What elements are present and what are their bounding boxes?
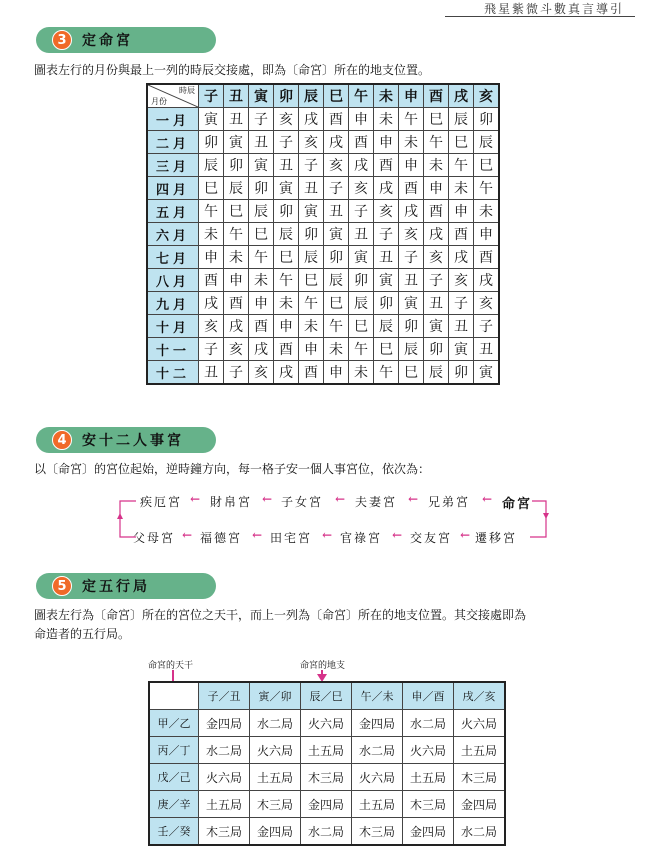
- table-cell: 亥: [324, 154, 349, 177]
- ming-gong-table: [146, 83, 500, 385]
- table-cell: 未: [274, 292, 299, 315]
- table-cell: 火六局: [199, 764, 250, 791]
- column-header: 子／丑: [199, 682, 250, 710]
- table-row: [147, 292, 499, 315]
- table-cell: 卯: [199, 131, 224, 154]
- table-cell: 戌: [224, 315, 249, 338]
- table-cell: 火六局: [250, 737, 301, 764]
- table-cell: 卯: [324, 246, 349, 269]
- table-cell: 酉: [449, 223, 474, 246]
- table-cell: 戌: [199, 292, 224, 315]
- section-5-description-line1: 圖表左行為〔命宮〕所在的宮位之天干，而上一列為〔命宮〕所在的地支位置。其交接處即為: [34, 608, 527, 622]
- table-cell: 火六局: [352, 764, 403, 791]
- column-header: 亥: [474, 84, 500, 108]
- table-cell: 戌: [349, 154, 374, 177]
- table-cell: 子: [274, 131, 299, 154]
- table-cell: 金四局: [352, 710, 403, 737]
- section-4-title: 安十二人事宮: [82, 433, 184, 449]
- left-arrow-icon: ←: [182, 528, 193, 542]
- section-5-number: 5: [52, 576, 72, 596]
- left-arrow-icon: ←: [482, 492, 493, 506]
- column-header: 午: [349, 84, 374, 108]
- section-3-description: 圖表左行的月份與最上一列的時辰交接處，即為〔命宮〕所在的地支位置。: [34, 63, 431, 77]
- table-cell: 巳: [374, 338, 399, 361]
- table-cell: 午: [374, 361, 399, 385]
- table-cell: 火六局: [403, 737, 454, 764]
- table-cell: 巳: [424, 108, 449, 131]
- palace-cycle-connector: [0, 485, 650, 555]
- table-cell: 午: [299, 292, 324, 315]
- table-cell: 水二局: [352, 737, 403, 764]
- table-cell: 丑: [399, 269, 424, 292]
- table-cell: 亥: [299, 131, 324, 154]
- table-cell: 未: [324, 338, 349, 361]
- table-cell: 子: [399, 246, 424, 269]
- table-cell: 火六局: [301, 710, 352, 737]
- table-cell: 辰: [224, 177, 249, 200]
- left-arrow-icon: ←: [392, 528, 403, 542]
- row-label: 十月: [147, 315, 199, 338]
- branch-axis-label: 命宮的地支: [300, 661, 346, 671]
- column-header: 巳: [324, 84, 349, 108]
- table-cell: 金四局: [199, 710, 250, 737]
- table-cell: 卯: [474, 108, 500, 131]
- corner-hour-label: 時辰: [179, 86, 195, 95]
- left-arrow-icon: ←: [322, 528, 333, 542]
- table-cell: 卯: [424, 338, 449, 361]
- table-cell: 巳: [299, 269, 324, 292]
- section-4-number: 4: [52, 430, 72, 450]
- table-cell: 戌: [424, 223, 449, 246]
- table-cell: 辰: [449, 108, 474, 131]
- table-cell: 午: [349, 338, 374, 361]
- column-header: 辰／巳: [301, 682, 352, 710]
- row-label: 壬／癸: [149, 818, 199, 846]
- five-element-table: [148, 681, 506, 846]
- table-cell: 未: [249, 269, 274, 292]
- table-header-row: [147, 84, 499, 108]
- column-header: 寅／卯: [250, 682, 301, 710]
- column-header: 戌: [449, 84, 474, 108]
- left-arrow-icon: ←: [262, 492, 273, 506]
- palace-label: 命宮: [502, 497, 533, 512]
- table-cell: 未: [374, 108, 399, 131]
- table-cell: 申: [374, 131, 399, 154]
- table-row: [147, 108, 499, 131]
- row-label: 七月: [147, 246, 199, 269]
- table-cell: 亥: [349, 177, 374, 200]
- table-cell: 土五局: [352, 791, 403, 818]
- palace-label: 夫妻宮: [355, 495, 398, 509]
- table-cell: 申: [324, 361, 349, 385]
- table-cell: 亥: [374, 200, 399, 223]
- table-cell: 巳: [399, 361, 424, 385]
- table-cell: 寅: [324, 223, 349, 246]
- palace-label: 疾厄宮: [140, 495, 183, 509]
- table-cell: 丑: [374, 246, 399, 269]
- table-cell: 辰: [299, 246, 324, 269]
- table-cell: 丑: [224, 108, 249, 131]
- table-cell: 未: [224, 246, 249, 269]
- column-header: 酉: [424, 84, 449, 108]
- palace-label: 交友宮: [410, 531, 453, 545]
- table-cell: 卯: [449, 361, 474, 385]
- table-cell: 丑: [274, 154, 299, 177]
- table-cell: 卯: [349, 269, 374, 292]
- table-cell: 亥: [274, 108, 299, 131]
- row-label: 三月: [147, 154, 199, 177]
- table-cell: 酉: [199, 269, 224, 292]
- table-cell: 辰: [274, 223, 299, 246]
- section-4-description: 以〔命宮〕的宮位起始，逆時鐘方向，每一格子安一個人事宮位，依次為：: [34, 462, 431, 476]
- table-cell: 辰: [324, 269, 349, 292]
- table-cell: 戌: [374, 177, 399, 200]
- section-3-number: 3: [52, 30, 72, 50]
- table-row: [147, 154, 499, 177]
- table-cell: 辰: [374, 315, 399, 338]
- table-cell: 寅: [249, 154, 274, 177]
- table-cell: 酉: [474, 246, 500, 269]
- table-cell: 寅: [224, 131, 249, 154]
- table-row: [149, 710, 505, 737]
- table-cell: 亥: [474, 292, 500, 315]
- palace-label: 兄弟宮: [428, 495, 471, 509]
- table-cell: 金四局: [403, 818, 454, 846]
- table-cell: 未: [449, 177, 474, 200]
- table-cell: 水二局: [301, 818, 352, 846]
- table-cell: 辰: [399, 338, 424, 361]
- table-cell: 未: [299, 315, 324, 338]
- column-header: 辰: [299, 84, 324, 108]
- table-cell: 巳: [249, 223, 274, 246]
- left-arrow-icon: ←: [460, 528, 471, 542]
- row-label: 十二: [147, 361, 199, 385]
- table-cell: 寅: [399, 292, 424, 315]
- table-row: [147, 246, 499, 269]
- table-cell: 申: [474, 223, 500, 246]
- table-cell: 子: [474, 315, 500, 338]
- table-corner: [147, 84, 199, 108]
- table-cell: 寅: [199, 108, 224, 131]
- table-cell: 午: [224, 223, 249, 246]
- table-cell: 子: [374, 223, 399, 246]
- table-cell: 子: [324, 177, 349, 200]
- table-cell: 子: [449, 292, 474, 315]
- table-cell: 酉: [424, 200, 449, 223]
- table-cell: 寅: [349, 246, 374, 269]
- palace-label: 官祿宮: [340, 531, 383, 545]
- table-row: [147, 131, 499, 154]
- stem-axis-label: 命宮的天干: [148, 661, 194, 671]
- table-cell: 寅: [474, 361, 500, 385]
- palace-label: 田宅宮: [270, 531, 313, 545]
- table-cell: 卯: [299, 223, 324, 246]
- palace-label: 遷移宮: [475, 531, 518, 545]
- table-cell: 亥: [199, 315, 224, 338]
- table-cell: 子: [349, 200, 374, 223]
- table-cell: 戌: [474, 269, 500, 292]
- header-rule: [445, 16, 635, 17]
- table-cell: 丑: [424, 292, 449, 315]
- column-header: 子: [199, 84, 224, 108]
- table-cell: 巳: [449, 131, 474, 154]
- table-cell: 酉: [349, 131, 374, 154]
- table-cell: 巳: [474, 154, 500, 177]
- table-cell: 午: [474, 177, 500, 200]
- table-row: [149, 737, 505, 764]
- table-cell: 寅: [424, 315, 449, 338]
- table-cell: 土五局: [199, 791, 250, 818]
- section-4-bar: [36, 427, 216, 453]
- column-header: 戌／亥: [454, 682, 506, 710]
- table-cell: 戌: [449, 246, 474, 269]
- table-cell: 未: [399, 131, 424, 154]
- table-corner: [149, 682, 199, 710]
- table-cell: 卯: [224, 154, 249, 177]
- table-cell: 戌: [249, 338, 274, 361]
- table-cell: 申: [299, 338, 324, 361]
- table-cell: 丑: [449, 315, 474, 338]
- table-cell: 丑: [324, 200, 349, 223]
- left-arrow-icon: ←: [190, 492, 201, 506]
- table-cell: 丑: [249, 131, 274, 154]
- table-cell: 午: [199, 200, 224, 223]
- row-label: 戊／己: [149, 764, 199, 791]
- table-cell: 子: [299, 154, 324, 177]
- row-label: 九月: [147, 292, 199, 315]
- section-3-title: 定命宮: [82, 33, 133, 49]
- row-label: 一月: [147, 108, 199, 131]
- table-cell: 午: [274, 269, 299, 292]
- table-cell: 子: [424, 269, 449, 292]
- table-cell: 辰: [349, 292, 374, 315]
- column-header: 申／酉: [403, 682, 454, 710]
- table-row: [149, 818, 505, 846]
- table-header-row: [149, 682, 505, 710]
- table-cell: 木三局: [403, 791, 454, 818]
- table-cell: 申: [399, 154, 424, 177]
- table-cell: 卯: [274, 200, 299, 223]
- section-5-description-line2: 命造者的五行局。: [34, 627, 131, 641]
- table-cell: 申: [274, 315, 299, 338]
- table-cell: 午: [249, 246, 274, 269]
- table-cell: 水二局: [403, 710, 454, 737]
- table-cell: 亥: [399, 223, 424, 246]
- table-cell: 申: [224, 269, 249, 292]
- table-cell: 未: [474, 200, 500, 223]
- table-cell: 酉: [249, 315, 274, 338]
- table-cell: 丑: [199, 361, 224, 385]
- table-cell: 木三局: [352, 818, 403, 846]
- table-row: [147, 200, 499, 223]
- table-cell: 巳: [274, 246, 299, 269]
- table-cell: 木三局: [454, 764, 506, 791]
- table-cell: 申: [349, 108, 374, 131]
- table-cell: 卯: [374, 292, 399, 315]
- table-cell: 未: [349, 361, 374, 385]
- table-cell: 卯: [399, 315, 424, 338]
- table-cell: 丑: [299, 177, 324, 200]
- table-cell: 辰: [474, 131, 500, 154]
- book-title: 飛星紫微斗數真言導引: [483, 2, 624, 16]
- table-row: [147, 223, 499, 246]
- table-cell: 申: [449, 200, 474, 223]
- table-cell: 寅: [274, 177, 299, 200]
- corner-month-label: 月份: [151, 97, 167, 106]
- table-cell: 午: [399, 108, 424, 131]
- table-cell: 木三局: [199, 818, 250, 846]
- table-cell: 未: [199, 223, 224, 246]
- table-cell: 辰: [199, 154, 224, 177]
- table-cell: 亥: [424, 246, 449, 269]
- table-row: [147, 338, 499, 361]
- column-header: 午／未: [352, 682, 403, 710]
- row-label: 四月: [147, 177, 199, 200]
- table-cell: 子: [249, 108, 274, 131]
- table-cell: 亥: [249, 361, 274, 385]
- page-header: [0, 0, 650, 20]
- row-label: 庚／辛: [149, 791, 199, 818]
- row-label: 八月: [147, 269, 199, 292]
- left-arrow-icon: ←: [252, 528, 263, 542]
- table-cell: 寅: [449, 338, 474, 361]
- table-cell: 酉: [374, 154, 399, 177]
- row-label: 二月: [147, 131, 199, 154]
- table-cell: 戌: [399, 200, 424, 223]
- table-cell: 土五局: [403, 764, 454, 791]
- table-cell: 申: [199, 246, 224, 269]
- column-header: 卯: [274, 84, 299, 108]
- table-row: [149, 791, 505, 818]
- table-row: [147, 177, 499, 200]
- table-cell: 寅: [374, 269, 399, 292]
- table-cell: 火六局: [454, 710, 506, 737]
- table-cell: 卯: [249, 177, 274, 200]
- table-cell: 申: [249, 292, 274, 315]
- table-cell: 辰: [249, 200, 274, 223]
- table-cell: 亥: [449, 269, 474, 292]
- table-cell: 寅: [299, 200, 324, 223]
- table-cell: 巳: [349, 315, 374, 338]
- table-cell: 土五局: [454, 737, 506, 764]
- palace-label: 子女宮: [281, 495, 324, 509]
- row-label: 甲／乙: [149, 710, 199, 737]
- table-cell: 戌: [274, 361, 299, 385]
- table-cell: 未: [424, 154, 449, 177]
- table-cell: 申: [424, 177, 449, 200]
- table-cell: 金四局: [454, 791, 506, 818]
- table-row: [147, 269, 499, 292]
- column-header: 未: [374, 84, 399, 108]
- table-cell: 戌: [324, 131, 349, 154]
- table-cell: 土五局: [250, 764, 301, 791]
- row-label: 十一: [147, 338, 199, 361]
- column-header: 寅: [249, 84, 274, 108]
- table-cell: 亥: [224, 338, 249, 361]
- table-cell: 水二局: [199, 737, 250, 764]
- table-cell: 水二局: [250, 710, 301, 737]
- table-row: [147, 361, 499, 385]
- section-3-bar: [36, 27, 216, 53]
- table-cell: 子: [224, 361, 249, 385]
- table-cell: 酉: [224, 292, 249, 315]
- table-cell: 巳: [224, 200, 249, 223]
- left-arrow-icon: ←: [408, 492, 419, 506]
- table-cell: 戌: [299, 108, 324, 131]
- table-cell: 酉: [324, 108, 349, 131]
- table-cell: 土五局: [301, 737, 352, 764]
- table-row: [149, 764, 505, 791]
- table-row: [147, 315, 499, 338]
- table-cell: 子: [199, 338, 224, 361]
- table-cell: 午: [324, 315, 349, 338]
- row-label: 丙／丁: [149, 737, 199, 764]
- table-cell: 木三局: [250, 791, 301, 818]
- table-cell: 酉: [299, 361, 324, 385]
- table-cell: 丑: [349, 223, 374, 246]
- palace-label: 財帛宮: [210, 495, 253, 509]
- row-label: 六月: [147, 223, 199, 246]
- table-cell: 酉: [399, 177, 424, 200]
- column-header: 丑: [224, 84, 249, 108]
- left-arrow-icon: ←: [335, 492, 346, 506]
- section-5-title: 定五行局: [82, 579, 150, 595]
- table-cell: 午: [424, 131, 449, 154]
- section-5-bar: [36, 573, 216, 599]
- table-cell: 午: [449, 154, 474, 177]
- row-label: 五月: [147, 200, 199, 223]
- palace-label: 福德宮: [200, 531, 243, 545]
- table-cell: 丑: [474, 338, 500, 361]
- table-cell: 金四局: [301, 791, 352, 818]
- table-cell: 辰: [424, 361, 449, 385]
- table-cell: 水二局: [454, 818, 506, 846]
- table-cell: 金四局: [250, 818, 301, 846]
- table-cell: 巳: [324, 292, 349, 315]
- palace-label: 父母宮: [133, 531, 176, 545]
- table-cell: 酉: [274, 338, 299, 361]
- table-cell: 巳: [199, 177, 224, 200]
- table-cell: 木三局: [301, 764, 352, 791]
- column-header: 申: [399, 84, 424, 108]
